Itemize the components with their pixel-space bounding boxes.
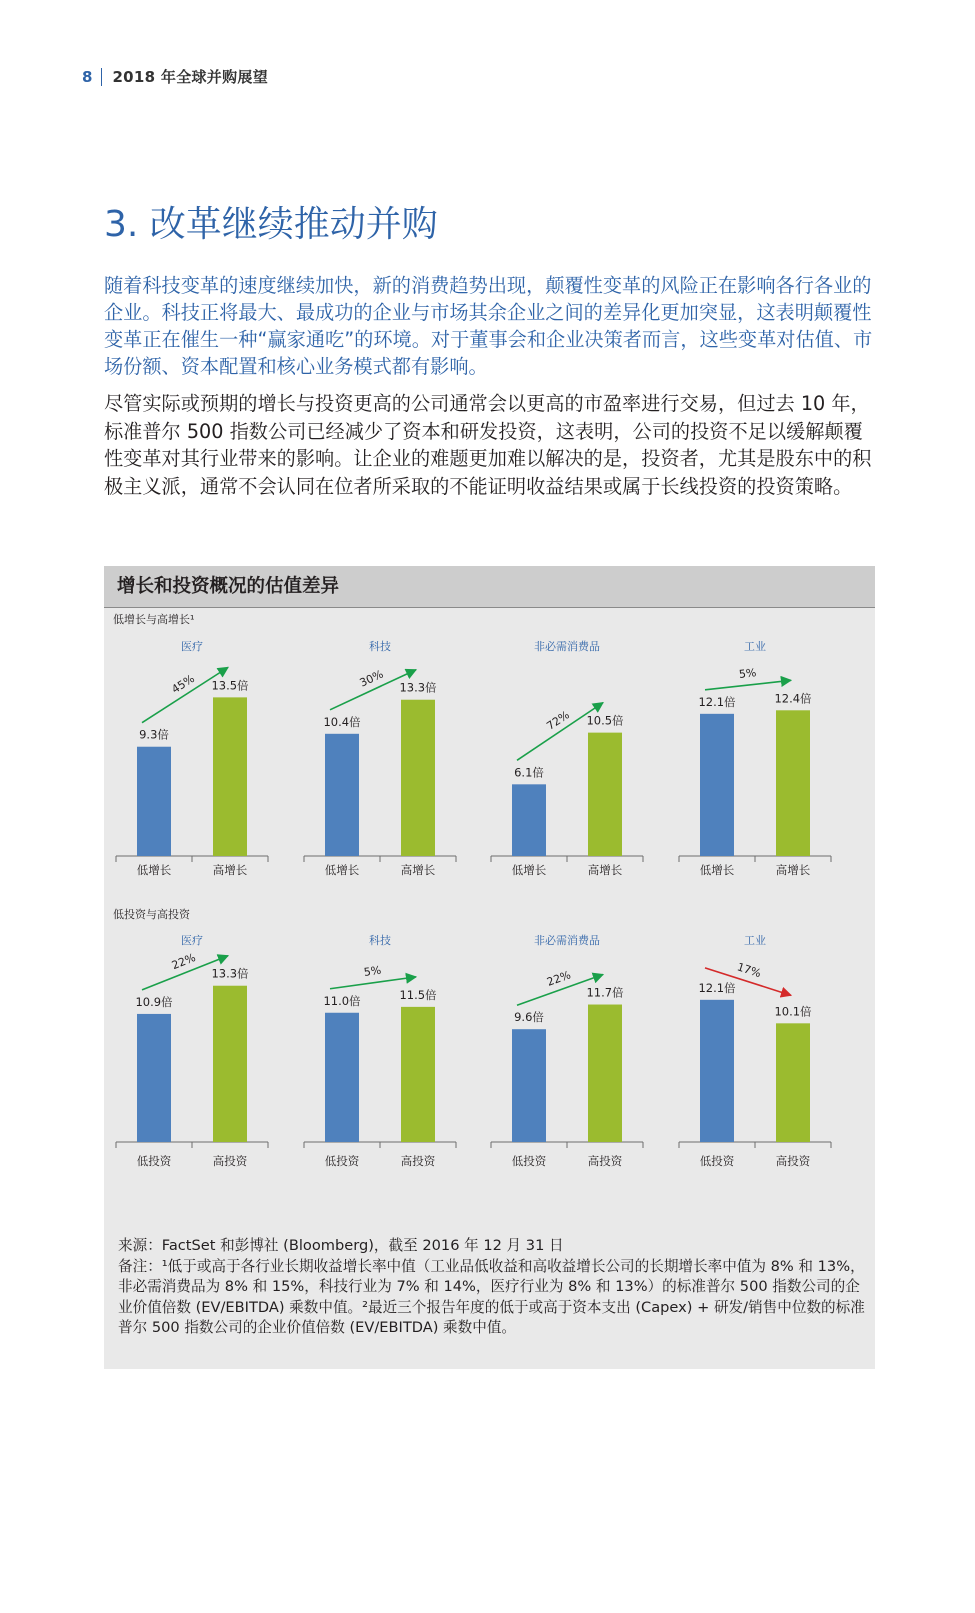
category-label: 低增长 (136, 863, 172, 877)
bar-low (700, 714, 734, 856)
panel-title: 增长和投资概况的估值差异 (104, 566, 875, 608)
charts-svg (104, 566, 875, 1226)
change-percent-label: 17% (735, 960, 763, 981)
category-label: 高增长 (400, 863, 436, 877)
change-arrow-up (705, 680, 791, 690)
category-label: 高增长 (775, 863, 811, 877)
bar-value-label: 10.1倍 (774, 1004, 812, 1019)
bar-value-label: 13.3倍 (211, 966, 249, 981)
sector-name: 科技 (369, 934, 391, 947)
footnote: 备注：¹低于或高于各行业长期收益增长率中值（工业品低收益和高收益增长公司的长期增长率中值为 8% 和 13%，非必需消费品为 8% 和 15%，科技行业为 7% 和 14%，医疗行业为 8% 和 13%）的标准普尔 500 指数公司的企业价值倍数 (EV/EBITDA) 乘数中值。²最近三个报告年度的低于或高于资本支出 (Capex) + 研发/销售中位数的标准普尔 500 指数公司的企业价值倍数 (EV/EBITDA) 乘数中值。 (118, 1257, 865, 1336)
bar-value-label: 11.0倍 (323, 993, 361, 1008)
category-label: 低投资 (699, 1154, 735, 1168)
chart-subtitle: 低投资与高投资 (113, 908, 190, 921)
bar-value-label: 9.6倍 (514, 1010, 544, 1025)
bar-value-label: 12.1倍 (698, 980, 736, 995)
category-label: 高增长 (587, 863, 623, 877)
bar-low (325, 1013, 359, 1142)
bar-low (137, 1014, 171, 1142)
category-label: 低增长 (511, 863, 547, 877)
chart-notes (118, 1236, 866, 1339)
sector-name: 工业 (744, 640, 766, 653)
bar-high (588, 733, 622, 856)
category-label: 高投资 (587, 1154, 623, 1168)
bar-low (700, 1000, 734, 1142)
category-label: 高增长 (212, 863, 248, 877)
bar-value-label: 10.5倍 (586, 713, 624, 728)
bar-low (512, 784, 546, 856)
bar-high (588, 1005, 622, 1142)
chart-subtitle: 低增长与高增长¹ (113, 613, 195, 626)
change-percent-label: 5% (738, 666, 758, 682)
bar-high (401, 700, 435, 856)
sector-name: 非必需消费品 (534, 640, 600, 653)
bar-value-label: 9.3倍 (139, 727, 169, 742)
page-number: 8 (82, 67, 93, 86)
category-label: 低投资 (136, 1154, 172, 1168)
bar-value-label: 13.5倍 (211, 678, 249, 693)
bar-value-label: 10.4倍 (323, 714, 361, 729)
category-label: 低投资 (511, 1154, 547, 1168)
bar-value-label: 11.5倍 (399, 987, 437, 1002)
change-percent-label: 5% (362, 963, 383, 979)
change-percent-label: 30% (357, 667, 386, 690)
category-label: 低投资 (324, 1154, 360, 1168)
bar-high (213, 986, 247, 1142)
document-title: 2018 年全球并购展望 (112, 68, 269, 86)
sector-name: 工业 (744, 934, 766, 947)
change-percent-label: 22% (545, 968, 573, 989)
bar-high (213, 697, 247, 856)
body-paragraph: 尽管实际或预期的增长与投资更高的公司通常会以更高的市盈率进行交易，但过去 10 年，标准普尔 500 指数公司已经减少了资本和研发投资，这表明，公司的投资不足以缓解颠覆性变革对其行业带来的影响。让企业的难题更加难以解决的是，投资者，尤其是股东中的积极主义派，通常不会认同在位者所采取的不能证明收益结果或属于长线投资的投资策略。 (104, 392, 872, 498)
change-percent-label: 72% (544, 708, 572, 733)
change-percent-label: 45% (169, 672, 197, 697)
bar-high (401, 1007, 435, 1142)
header-divider (101, 68, 102, 86)
intro-paragraph: 随着科技变革的速度继续加快，新的消费趋势出现，颠覆性变革的风险正在影响各行各业的企业。科技正将最大、最成功的企业与市场其余企业之间的差异化更加突显，这表明颠覆性变革正在催生一种“赢家通吃”的环境。对于董事会和企业决策者而言，这些变革对估值、市场份额、资本配置和核心业务模式都有影响。 (104, 274, 873, 378)
bar-value-label: 12.4倍 (774, 691, 812, 706)
bar-value-label: 6.1倍 (514, 765, 544, 780)
change-percent-label: 22% (169, 951, 198, 973)
sector-name: 医疗 (181, 640, 203, 653)
sector-name: 医疗 (181, 934, 203, 947)
category-label: 高投资 (400, 1154, 436, 1168)
bar-value-label: 11.7倍 (586, 985, 624, 1000)
source-note: 来源：FactSet 和彭博社 (Bloomberg)，截至 2016 年 12 月 31 日 (118, 1237, 564, 1254)
chart-panel (104, 566, 875, 1369)
bar-value-label: 10.9倍 (135, 994, 173, 1009)
bar-value-label: 13.3倍 (399, 680, 437, 695)
bar-low (325, 734, 359, 856)
category-label: 低增长 (324, 863, 360, 877)
bar-value-label: 12.1倍 (698, 694, 736, 709)
bar-high (776, 1023, 810, 1142)
sector-name: 科技 (369, 640, 391, 653)
sector-name: 非必需消费品 (534, 934, 600, 947)
page-header (82, 66, 268, 87)
bar-high (776, 710, 810, 856)
category-label: 高投资 (212, 1154, 248, 1168)
category-label: 低增长 (699, 863, 735, 877)
section-title: 3. 改革继续推动并购 (104, 204, 438, 245)
bar-low (137, 747, 171, 856)
bar-low (512, 1029, 546, 1142)
category-label: 高投资 (775, 1154, 811, 1168)
